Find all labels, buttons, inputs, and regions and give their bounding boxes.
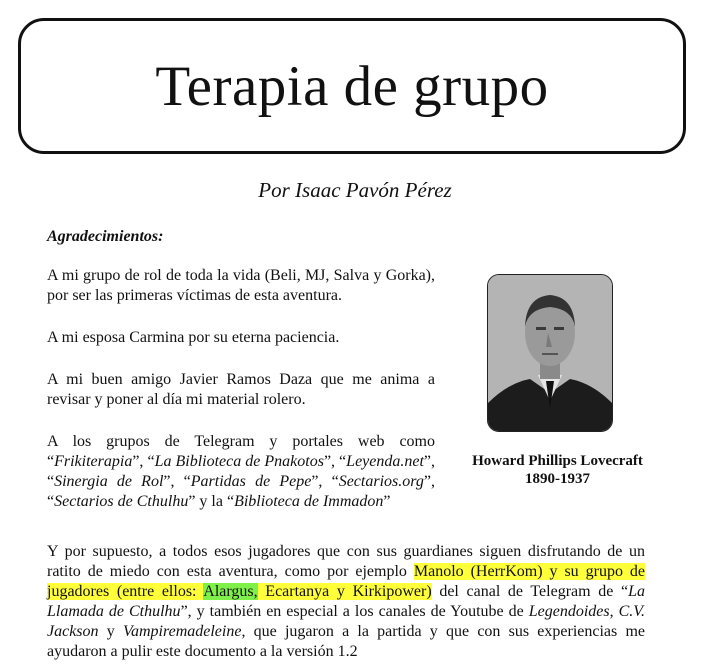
group-name: Partidas de Pepe	[190, 473, 312, 490]
text: ”	[383, 493, 391, 510]
text: ” y la “	[188, 493, 235, 510]
text: ”, “	[47, 473, 435, 510]
highlight-yellow: Manolo (HerrKom) y su grupo de jugadores (entre ellos:	[47, 563, 645, 600]
lovecraft-portrait	[487, 274, 613, 432]
group-name: Sectarios de Cthulhu	[54, 493, 189, 510]
author-line: Por Isaac Pavón Pérez	[258, 178, 452, 202]
ack-paragraph-1: A mi grupo de rol de toda la vida (Beli, MJ, Salva y Gorka), por ser las primeras víctimas de esta aventura.	[47, 267, 435, 304]
caption-years: 1890-1937	[525, 471, 590, 487]
text: ”, “	[311, 473, 339, 490]
text: y	[98, 623, 123, 640]
group-name: Frikiterapia	[54, 453, 133, 470]
portrait-caption	[455, 452, 660, 488]
ack-paragraph-2: A mi esposa Carmina por su eterna paciencia.	[47, 329, 340, 346]
group-name: Sinergia de Rol	[54, 473, 164, 490]
text: A los grupos de Telegram y portales web como “	[47, 433, 435, 470]
page-title: Terapia de grupo	[155, 54, 549, 118]
portrait-illustration	[488, 275, 612, 431]
channel-name: La Llamada de Cthulhu	[47, 583, 645, 620]
text: Y por supuesto, a todos esos jugadores que con sus guardianes siguen disfrutando de un ratito de miedo con esta aventura, como por ejemplo	[47, 543, 645, 580]
text: ”, “	[163, 473, 191, 490]
text: ”, “	[132, 453, 155, 470]
highlight-green: Alargus,	[203, 583, 258, 600]
ack-paragraph-4	[47, 432, 435, 512]
title-box	[18, 18, 686, 154]
group-name: Sectarios.org	[338, 473, 424, 490]
group-name: Leyenda.net	[346, 453, 424, 470]
text: ”, “	[323, 453, 347, 470]
final-paragraph	[47, 542, 645, 662]
text: ”, “	[47, 453, 436, 490]
channel-name: Vampiremadeleine	[122, 623, 242, 640]
ack-paragraph-3: A mi buen amigo Javier Ramos Daza que me anima a revisar y poner al día mi material rolero.	[47, 371, 435, 408]
text: ,	[609, 603, 619, 620]
text: , que jugaron a la partida y que con sus experiencias me ayudaron a pulir este documento a la versión 1.2	[47, 623, 646, 660]
text: del canal de Telegram de “	[431, 583, 629, 600]
caption-name: Howard Phillips Lovecraft	[472, 453, 643, 469]
highlight-yellow: Ecartanya y Kirkipower)	[257, 583, 432, 600]
acknowledgements-heading: Agradecimientos:	[47, 228, 164, 245]
channel-name: Legendoides	[528, 603, 610, 620]
group-name: La Biblioteca de Pnakotos	[154, 453, 324, 470]
channel-name: C.V. Jackson	[47, 603, 646, 640]
text: ”, y también en especial a los canales de Youtube de	[180, 603, 529, 620]
group-name: Biblioteca de Immadon	[234, 493, 384, 510]
acknowledgements-column	[47, 266, 435, 532]
